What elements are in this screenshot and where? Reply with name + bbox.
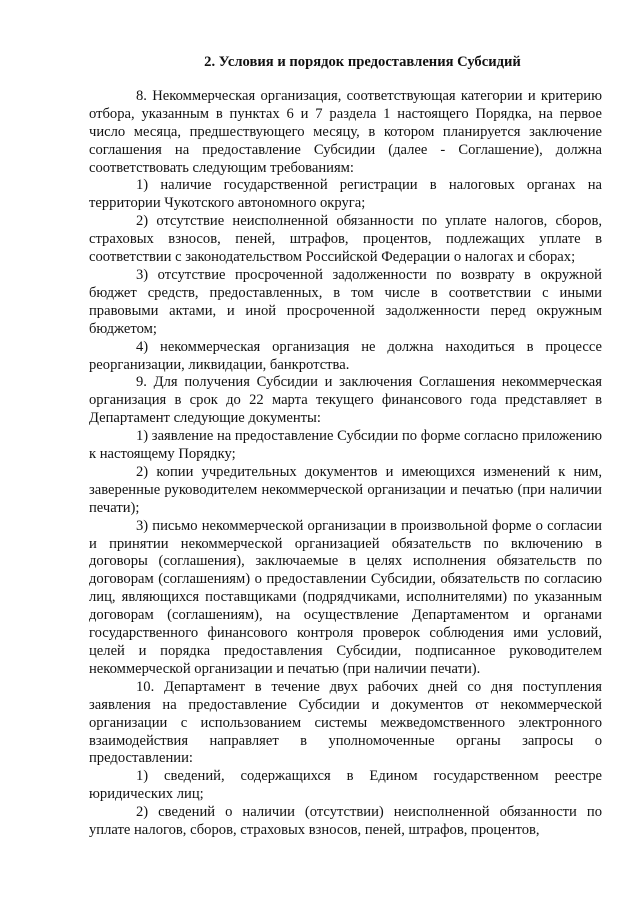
paragraph-8-item-1: 1) наличие государственной регистрации в налоговых органах на территории Чукотского автономного округа; [89, 177, 602, 212]
paragraph-10-item-2: 2) сведений о наличии (отсутствии) неисполненной обязанности по уплате налогов, сборов, страховых взносов, пеней, штрафов, процентов, [89, 804, 602, 839]
paragraph-8-item-3: 3) отсутствие просроченной задолженности по возврату в окружной бюджет средств, предоставленных, в том числе в соответствии с иными правовыми актами, и иной просроченной задолженности перед окружным бюджетом; [89, 266, 602, 337]
paragraph-8-item-2: 2) отсутствие неисполненной обязанности по уплате налогов, сборов, страховых взносов, пеней, штрафов, процентов, подлежащих уплате в соответствии с законодательством Российской Федерации о налогах и сборах; [89, 213, 602, 266]
paragraph-10-item-1: 1) сведений, содержащихся в Едином государственном реестре юридических лиц; [89, 768, 602, 803]
document-page [89, 54, 602, 840]
paragraph-10: 10. Департамент в течение двух рабочих дней со дня поступления заявления на предоставление Субсидии и документов от некоммерческой организации с использованием системы межведомственного электронного взаимодействия направляет в уполномоченные органы запросы о предоставлении: [89, 678, 602, 767]
paragraph-8: 8. Некоммерческая организация, соответствующая категории и критерию отбора, указанным в пунктах 6 и 7 раздела 1 настоящего Порядка, на первое число месяца, предшествующего месяцу, в котором планируется заключение соглашения на предоставление Субсидии (далее - Соглашение), должна соответствовать следующим требованиям: [89, 87, 602, 176]
paragraph-9-item-1: 1) заявление на предоставление Субсидии по форме согласно приложению к настоящему Порядку; [89, 428, 602, 463]
paragraph-9: 9. Для получения Субсидии и заключения Соглашения некоммерческая организация в срок до 22 марта текущего финансового года представляет в Департамент следующие документы: [89, 374, 602, 427]
paragraph-9-item-3: 3) письмо некоммерческой организации в произвольной форме о согласии и принятии некоммерческой организацией обязательств по включению в договоры (соглашения), заключаемые в целях исполнения обязательств по договорам (соглашениям) о предоставлении Субсидии, обязательств по согласию лиц, являющихся поставщиками (подрядчиками, исполнителями) по указанным договорам (соглашениям), на осуществление Департаментом и органами государственного финансового контроля проверок соблюдения ими условий, целей и порядка предоставления Субсидии, подписанное руководителем некоммерческой организации и печатью (при наличии печати). [89, 517, 602, 677]
paragraph-9-item-2: 2) копии учредительных документов и имеющихся изменений к ним, заверенные руководителем некоммерческой организации и печатью (при наличии печати); [89, 463, 602, 516]
section-heading: 2. Условия и порядок предоставления Субсидий [204, 54, 521, 70]
paragraph-8-item-4: 4) некоммерческая организация не должна находиться в процессе реорганизации, ликвидации, банкротства. [89, 338, 602, 373]
